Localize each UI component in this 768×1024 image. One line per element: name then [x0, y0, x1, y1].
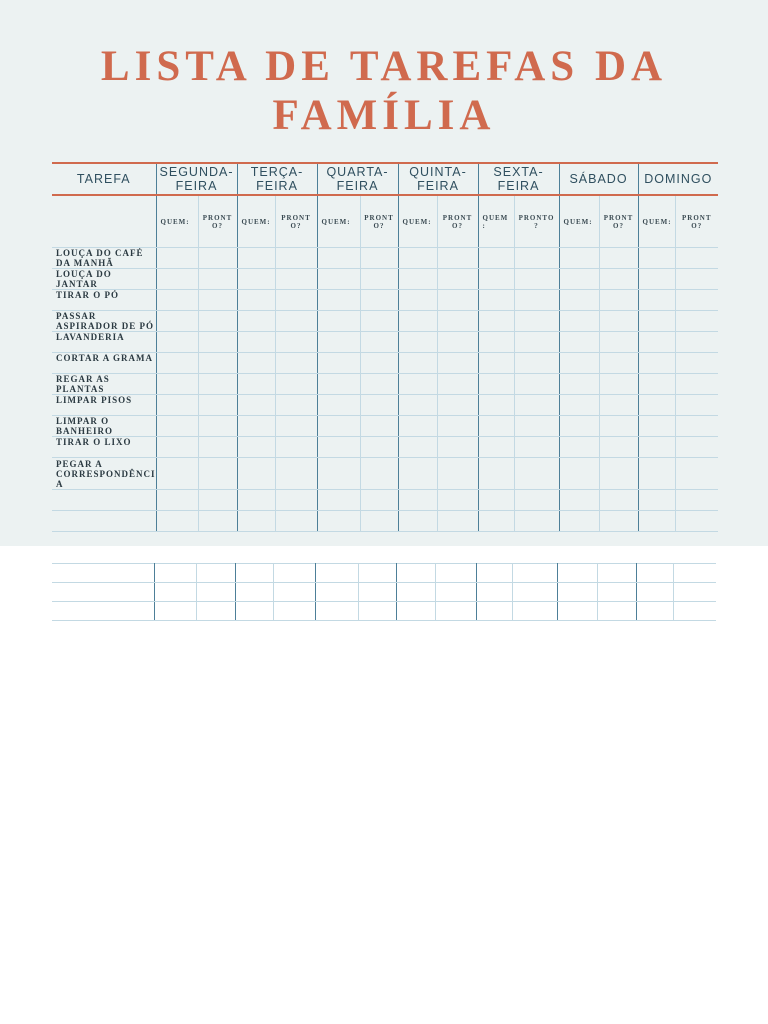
- who-cell[interactable]: [559, 437, 599, 458]
- page-title-line-1: LISTA DE TAREFAS DA: [100, 43, 668, 90]
- task-row: [52, 374, 718, 395]
- done-cell[interactable]: [675, 458, 718, 490]
- who-cell[interactable]: [638, 511, 675, 532]
- done-cell[interactable]: [437, 437, 478, 458]
- done-cell[interactable]: [514, 395, 559, 416]
- done-cell[interactable]: [514, 374, 559, 395]
- task-row: [52, 395, 718, 416]
- who-cell[interactable]: [478, 490, 514, 511]
- done-label: PRONT O?: [675, 195, 718, 248]
- done-cell[interactable]: [437, 269, 478, 290]
- who-cell[interactable]: [396, 583, 435, 602]
- who-cell[interactable]: [559, 269, 599, 290]
- who-cell[interactable]: [398, 290, 437, 311]
- done-label: PRONT O?: [599, 195, 638, 248]
- who-cell[interactable]: [317, 374, 360, 395]
- done-cell[interactable]: [599, 437, 638, 458]
- done-cell[interactable]: [198, 395, 237, 416]
- done-cell[interactable]: [360, 490, 398, 511]
- done-cell[interactable]: [435, 564, 476, 583]
- who-cell[interactable]: [559, 416, 599, 437]
- task-name: LIMPAR O BANHEIRO: [52, 416, 156, 437]
- who-cell[interactable]: [638, 311, 675, 332]
- who-cell[interactable]: [638, 490, 675, 511]
- blank-row: [52, 583, 716, 602]
- who-cell[interactable]: [557, 564, 597, 583]
- done-cell[interactable]: [599, 490, 638, 511]
- task-name: LOUÇA DO JANTAR: [52, 269, 156, 290]
- done-cell[interactable]: [437, 511, 478, 532]
- task-name: PEGAR A CORRESPONDÊNCI A: [52, 458, 156, 490]
- who-cell[interactable]: [237, 311, 275, 332]
- who-cell[interactable]: [237, 511, 275, 532]
- done-cell[interactable]: [514, 353, 559, 374]
- done-cell[interactable]: [514, 290, 559, 311]
- done-cell[interactable]: [675, 290, 718, 311]
- who-cell[interactable]: [398, 332, 437, 353]
- who-cell[interactable]: [638, 374, 675, 395]
- task-name: REGAR AS PLANTAS: [52, 374, 156, 395]
- day-header-row: [52, 163, 718, 195]
- done-cell[interactable]: [514, 511, 559, 532]
- done-cell[interactable]: [275, 490, 317, 511]
- who-cell[interactable]: [638, 458, 675, 490]
- done-cell[interactable]: [360, 248, 398, 269]
- who-cell[interactable]: [396, 564, 435, 583]
- who-cell[interactable]: [398, 374, 437, 395]
- done-cell[interactable]: [275, 311, 317, 332]
- done-cell[interactable]: [360, 458, 398, 490]
- done-cell[interactable]: [675, 490, 718, 511]
- done-cell[interactable]: [360, 395, 398, 416]
- who-cell[interactable]: [156, 395, 198, 416]
- done-cell[interactable]: [360, 353, 398, 374]
- who-cell[interactable]: [237, 332, 275, 353]
- who-cell[interactable]: [559, 248, 599, 269]
- done-cell[interactable]: [437, 458, 478, 490]
- who-cell[interactable]: [237, 395, 275, 416]
- done-cell[interactable]: [599, 395, 638, 416]
- who-cell[interactable]: [636, 583, 673, 602]
- blank-task-cell[interactable]: [52, 602, 154, 621]
- done-cell[interactable]: [437, 416, 478, 437]
- done-cell[interactable]: [273, 564, 315, 583]
- who-cell[interactable]: [398, 395, 437, 416]
- who-cell[interactable]: [317, 437, 360, 458]
- done-cell[interactable]: [275, 416, 317, 437]
- done-cell[interactable]: [514, 311, 559, 332]
- done-cell[interactable]: [514, 458, 559, 490]
- task-name: LOUÇA DO CAFÉ DA MANHÃ: [52, 248, 156, 269]
- who-cell[interactable]: [638, 290, 675, 311]
- done-cell[interactable]: [675, 311, 718, 332]
- done-cell[interactable]: [675, 248, 718, 269]
- who-cell[interactable]: [636, 564, 673, 583]
- who-cell[interactable]: [476, 564, 512, 583]
- done-label: PRONT O?: [275, 195, 317, 248]
- done-cell[interactable]: [360, 332, 398, 353]
- who-label: QUEM:: [638, 195, 675, 248]
- done-cell[interactable]: [196, 602, 235, 621]
- done-cell[interactable]: [514, 437, 559, 458]
- done-cell[interactable]: [275, 458, 317, 490]
- who-cell[interactable]: [478, 374, 514, 395]
- who-cell[interactable]: [156, 374, 198, 395]
- done-cell[interactable]: [599, 269, 638, 290]
- who-cell[interactable]: [638, 269, 675, 290]
- task-name: PASSAR ASPIRADOR DE PÓ: [52, 311, 156, 332]
- done-cell[interactable]: [360, 416, 398, 437]
- task-row: [52, 490, 718, 511]
- done-cell[interactable]: [599, 290, 638, 311]
- done-label: PRONT O?: [198, 195, 237, 248]
- who-cell[interactable]: [559, 332, 599, 353]
- who-cell[interactable]: [156, 458, 198, 490]
- done-cell[interactable]: [358, 602, 396, 621]
- task-name: LAVANDERIA: [52, 332, 156, 353]
- done-cell[interactable]: [437, 353, 478, 374]
- done-cell[interactable]: [198, 269, 237, 290]
- who-cell[interactable]: [154, 602, 196, 621]
- task-row: [52, 458, 718, 490]
- done-cell[interactable]: [437, 490, 478, 511]
- done-cell[interactable]: [512, 602, 557, 621]
- who-cell[interactable]: [398, 248, 437, 269]
- done-cell[interactable]: [675, 332, 718, 353]
- done-cell[interactable]: [437, 311, 478, 332]
- who-cell[interactable]: [638, 395, 675, 416]
- done-cell[interactable]: [275, 269, 317, 290]
- page-title-line-2: FAMÍLIA: [272, 92, 496, 139]
- blank-row: [52, 602, 716, 621]
- day-header-friday: SEXTA- FEIRA: [478, 163, 559, 195]
- task-row: [52, 269, 718, 290]
- done-cell[interactable]: [673, 602, 716, 621]
- done-cell[interactable]: [599, 311, 638, 332]
- who-cell[interactable]: [478, 290, 514, 311]
- task-name: [52, 490, 156, 511]
- task-row: [52, 290, 718, 311]
- who-cell[interactable]: [317, 416, 360, 437]
- who-cell[interactable]: [478, 332, 514, 353]
- done-cell[interactable]: [198, 416, 237, 437]
- who-cell[interactable]: [237, 248, 275, 269]
- who-cell[interactable]: [317, 248, 360, 269]
- done-cell[interactable]: [275, 248, 317, 269]
- who-cell[interactable]: [398, 437, 437, 458]
- done-cell[interactable]: [273, 583, 315, 602]
- who-cell[interactable]: [398, 458, 437, 490]
- who-cell[interactable]: [237, 353, 275, 374]
- done-cell[interactable]: [675, 269, 718, 290]
- who-cell[interactable]: [398, 490, 437, 511]
- done-cell[interactable]: [198, 490, 237, 511]
- who-cell[interactable]: [559, 374, 599, 395]
- done-cell[interactable]: [198, 290, 237, 311]
- who-cell[interactable]: [638, 437, 675, 458]
- chore-table: [52, 162, 718, 532]
- done-cell[interactable]: [360, 290, 398, 311]
- done-cell[interactable]: [599, 353, 638, 374]
- done-cell[interactable]: [599, 248, 638, 269]
- who-cell[interactable]: [317, 395, 360, 416]
- task-name: TIRAR O PÓ: [52, 290, 156, 311]
- task-row: [52, 416, 718, 437]
- who-cell[interactable]: [154, 583, 196, 602]
- who-cell[interactable]: [636, 602, 673, 621]
- who-cell[interactable]: [235, 602, 273, 621]
- done-cell[interactable]: [673, 564, 716, 583]
- done-cell[interactable]: [597, 602, 636, 621]
- chore-table-continued: [52, 563, 716, 621]
- who-cell[interactable]: [235, 583, 273, 602]
- done-cell[interactable]: [514, 269, 559, 290]
- who-cell[interactable]: [559, 353, 599, 374]
- done-cell[interactable]: [675, 437, 718, 458]
- task-name: CORTAR A GRAMA: [52, 353, 156, 374]
- done-cell[interactable]: [675, 374, 718, 395]
- done-cell[interactable]: [435, 583, 476, 602]
- who-cell[interactable]: [478, 395, 514, 416]
- who-cell[interactable]: [398, 353, 437, 374]
- who-cell[interactable]: [476, 602, 512, 621]
- done-cell[interactable]: [360, 511, 398, 532]
- who-cell[interactable]: [638, 416, 675, 437]
- blank-row: [52, 564, 716, 583]
- blank-task-cell[interactable]: [52, 564, 154, 583]
- who-cell[interactable]: [478, 353, 514, 374]
- who-cell[interactable]: [559, 395, 599, 416]
- task-column-header: TAREFA: [52, 163, 156, 195]
- done-cell[interactable]: [437, 395, 478, 416]
- who-cell[interactable]: [478, 416, 514, 437]
- done-cell[interactable]: [275, 332, 317, 353]
- who-cell[interactable]: [476, 583, 512, 602]
- who-label: QUEM :: [478, 195, 514, 248]
- done-cell[interactable]: [437, 374, 478, 395]
- who-cell[interactable]: [317, 269, 360, 290]
- day-header-saturday: SÁBADO: [559, 163, 638, 195]
- done-cell[interactable]: [360, 374, 398, 395]
- task-name: LIMPAR PISOS: [52, 395, 156, 416]
- done-cell[interactable]: [599, 416, 638, 437]
- who-cell[interactable]: [398, 416, 437, 437]
- day-header-sunday: DOMINGO: [638, 163, 718, 195]
- task-name: TIRAR O LIXO: [52, 437, 156, 458]
- who-cell[interactable]: [559, 290, 599, 311]
- who-cell[interactable]: [557, 602, 597, 621]
- subheader-empty-cell: [52, 195, 156, 248]
- who-cell[interactable]: [237, 269, 275, 290]
- who-cell[interactable]: [317, 458, 360, 490]
- who-cell[interactable]: [478, 311, 514, 332]
- who-cell[interactable]: [156, 416, 198, 437]
- done-cell[interactable]: [275, 353, 317, 374]
- who-label: QUEM:: [559, 195, 599, 248]
- done-cell[interactable]: [198, 332, 237, 353]
- done-cell[interactable]: [514, 332, 559, 353]
- done-cell[interactable]: [198, 437, 237, 458]
- who-label: QUEM:: [317, 195, 360, 248]
- who-cell[interactable]: [557, 583, 597, 602]
- who-cell[interactable]: [559, 511, 599, 532]
- done-cell[interactable]: [198, 511, 237, 532]
- who-cell[interactable]: [478, 458, 514, 490]
- who-cell[interactable]: [398, 269, 437, 290]
- done-cell[interactable]: [514, 248, 559, 269]
- task-row: [52, 511, 718, 532]
- done-cell[interactable]: [512, 564, 557, 583]
- done-cell[interactable]: [275, 437, 317, 458]
- done-cell[interactable]: [512, 583, 557, 602]
- who-cell[interactable]: [237, 290, 275, 311]
- who-cell[interactable]: [638, 353, 675, 374]
- done-label: PRONT O?: [360, 195, 398, 248]
- done-cell[interactable]: [275, 511, 317, 532]
- done-cell[interactable]: [599, 511, 638, 532]
- day-header-tuesday: TERÇA- FEIRA: [237, 163, 317, 195]
- who-cell[interactable]: [559, 458, 599, 490]
- done-cell[interactable]: [198, 311, 237, 332]
- who-label: QUEM:: [398, 195, 437, 248]
- who-cell[interactable]: [156, 332, 198, 353]
- who-cell[interactable]: [317, 490, 360, 511]
- who-cell[interactable]: [237, 374, 275, 395]
- who-cell[interactable]: [156, 490, 198, 511]
- who-cell[interactable]: [237, 490, 275, 511]
- who-cell[interactable]: [156, 290, 198, 311]
- who-cell[interactable]: [317, 290, 360, 311]
- subheader-row: [52, 195, 718, 248]
- who-cell[interactable]: [156, 248, 198, 269]
- who-cell[interactable]: [396, 602, 435, 621]
- who-cell[interactable]: [398, 511, 437, 532]
- done-cell[interactable]: [599, 374, 638, 395]
- done-label: PRONT O?: [437, 195, 478, 248]
- task-row: [52, 332, 718, 353]
- who-cell[interactable]: [638, 332, 675, 353]
- who-cell[interactable]: [317, 311, 360, 332]
- done-cell[interactable]: [275, 374, 317, 395]
- task-row: [52, 248, 718, 269]
- done-label: PRONTO ?: [514, 195, 559, 248]
- who-cell[interactable]: [156, 353, 198, 374]
- who-cell[interactable]: [156, 437, 198, 458]
- who-cell[interactable]: [237, 458, 275, 490]
- day-header-monday: SEGUNDA- FEIRA: [156, 163, 237, 195]
- done-cell[interactable]: [198, 248, 237, 269]
- done-cell[interactable]: [360, 311, 398, 332]
- done-cell[interactable]: [675, 395, 718, 416]
- who-cell[interactable]: [315, 602, 358, 621]
- who-cell[interactable]: [315, 583, 358, 602]
- day-header-wednesday: QUARTA- FEIRA: [317, 163, 398, 195]
- who-cell[interactable]: [237, 416, 275, 437]
- who-cell[interactable]: [235, 564, 273, 583]
- who-cell[interactable]: [317, 353, 360, 374]
- done-cell[interactable]: [196, 583, 235, 602]
- done-cell[interactable]: [597, 583, 636, 602]
- done-cell[interactable]: [358, 583, 396, 602]
- who-cell[interactable]: [237, 437, 275, 458]
- task-row: [52, 311, 718, 332]
- blank-task-cell[interactable]: [52, 583, 154, 602]
- done-cell[interactable]: [435, 602, 476, 621]
- done-cell[interactable]: [358, 564, 396, 583]
- done-cell[interactable]: [198, 458, 237, 490]
- who-cell[interactable]: [559, 311, 599, 332]
- who-cell[interactable]: [317, 332, 360, 353]
- done-cell[interactable]: [360, 269, 398, 290]
- done-cell[interactable]: [275, 395, 317, 416]
- done-cell[interactable]: [437, 248, 478, 269]
- who-cell[interactable]: [478, 511, 514, 532]
- who-cell[interactable]: [154, 564, 196, 583]
- done-cell[interactable]: [675, 511, 718, 532]
- who-cell[interactable]: [478, 269, 514, 290]
- who-cell[interactable]: [156, 269, 198, 290]
- who-cell[interactable]: [638, 248, 675, 269]
- done-cell[interactable]: [437, 290, 478, 311]
- who-cell[interactable]: [156, 311, 198, 332]
- done-cell[interactable]: [675, 353, 718, 374]
- done-cell[interactable]: [198, 374, 237, 395]
- task-row: [52, 437, 718, 458]
- who-cell[interactable]: [559, 490, 599, 511]
- who-cell[interactable]: [398, 311, 437, 332]
- done-cell[interactable]: [597, 564, 636, 583]
- task-row: [52, 353, 718, 374]
- done-cell[interactable]: [437, 332, 478, 353]
- task-name: [52, 511, 156, 532]
- done-cell[interactable]: [360, 437, 398, 458]
- done-cell[interactable]: [673, 583, 716, 602]
- done-cell[interactable]: [275, 290, 317, 311]
- done-cell[interactable]: [599, 458, 638, 490]
- done-cell[interactable]: [273, 602, 315, 621]
- who-cell[interactable]: [317, 511, 360, 532]
- done-cell[interactable]: [514, 490, 559, 511]
- done-cell[interactable]: [599, 332, 638, 353]
- who-label: QUEM:: [237, 195, 275, 248]
- who-label: QUEM:: [156, 195, 198, 248]
- who-cell[interactable]: [478, 437, 514, 458]
- who-cell[interactable]: [478, 248, 514, 269]
- done-cell[interactable]: [198, 353, 237, 374]
- done-cell[interactable]: [514, 416, 559, 437]
- day-header-thursday: QUINTA- FEIRA: [398, 163, 478, 195]
- who-cell[interactable]: [156, 511, 198, 532]
- who-cell[interactable]: [315, 564, 358, 583]
- done-cell[interactable]: [196, 564, 235, 583]
- done-cell[interactable]: [675, 416, 718, 437]
